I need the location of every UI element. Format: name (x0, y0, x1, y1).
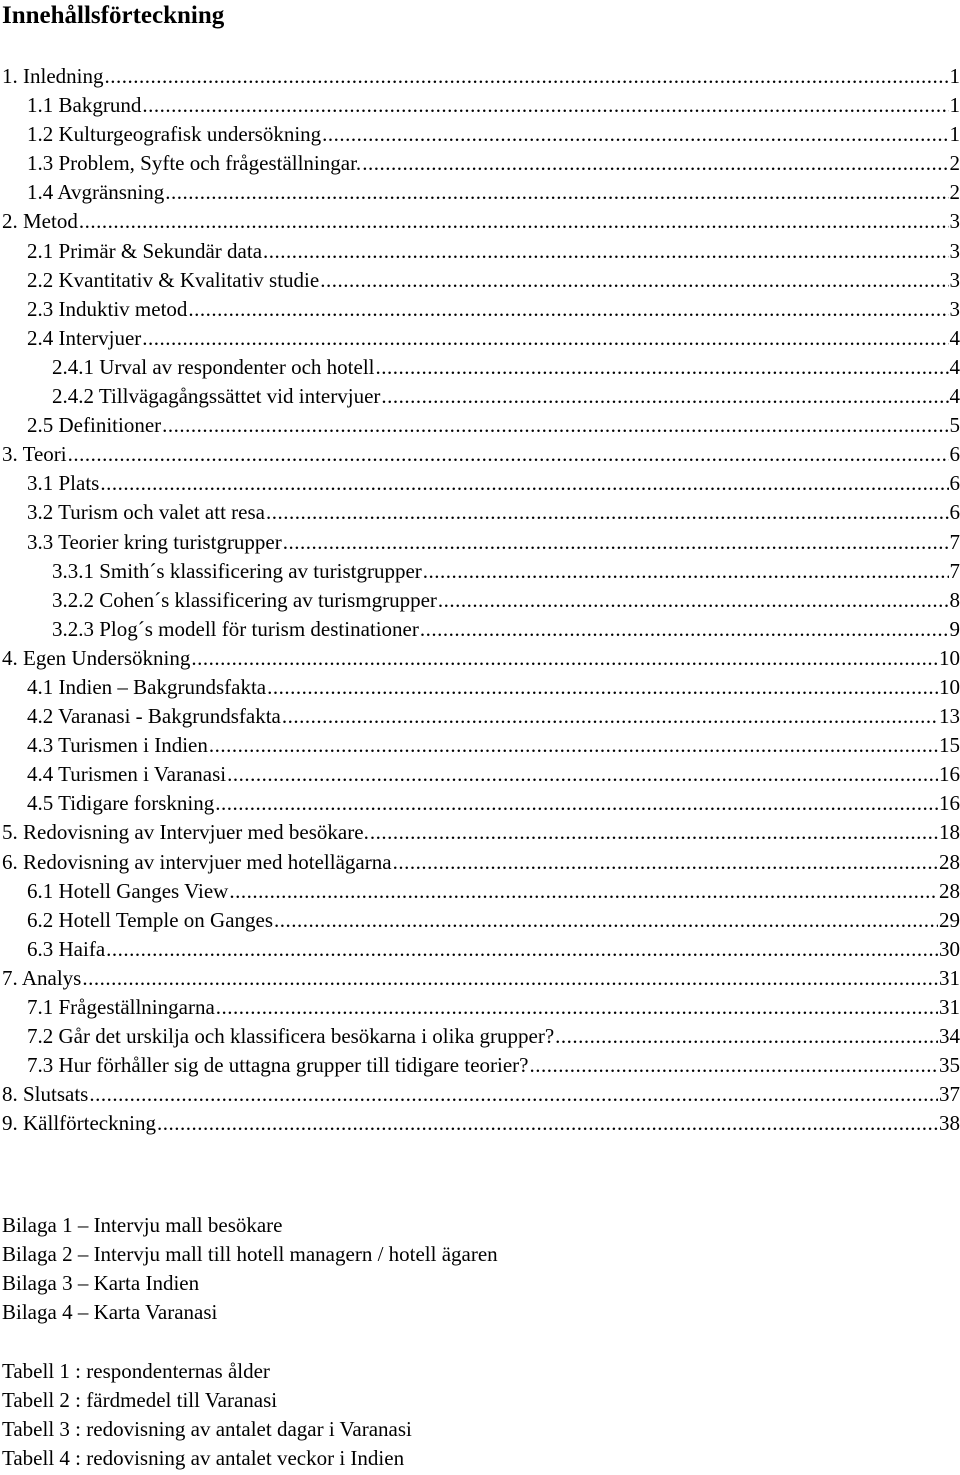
toc-entry-label: 7. Analys (2, 965, 82, 990)
toc-entry[interactable] (0, 964, 960, 993)
dot-leader (320, 266, 948, 295)
toc-entry-label: 3.2 Turism och valet att resa (27, 500, 265, 525)
dot-leader (381, 382, 948, 411)
toc-entry-label: 1.3 Problem, Syfte och frågeställningar. (27, 151, 362, 176)
appendix-item: Bilaga 1 – Intervju mall besökare (2, 1213, 283, 1237)
toc-entry[interactable] (0, 673, 960, 702)
toc-entry-page-number: 15 (939, 733, 960, 758)
toc-entry[interactable] (0, 353, 960, 382)
toc-entry-label: 6. Redovisning av intervjuer med hotellägarna (2, 849, 392, 874)
toc-entry-page-number: 35 (939, 1053, 960, 1078)
toc-entry[interactable] (0, 557, 960, 586)
toc-entry-page-number: 16 (939, 791, 960, 816)
page-title: Innehållsförteckning (2, 2, 225, 29)
toc-entry[interactable] (0, 62, 960, 91)
toc-entry-page-number: 4 (949, 325, 960, 350)
toc-entry-label: 6.3 Haifa (27, 936, 106, 961)
toc-entry[interactable] (0, 644, 960, 673)
toc-entry-label: 2. Metod (2, 209, 78, 234)
toc-entry[interactable] (0, 586, 960, 615)
toc-entry-label: 1. Inledning (2, 64, 104, 88)
toc-entry-page-number: 8 (949, 587, 960, 612)
dot-leader (283, 528, 949, 557)
toc-entry[interactable] (0, 178, 960, 207)
toc-entry[interactable] (0, 760, 960, 789)
toc-entry-page-number: 3 (949, 296, 960, 321)
toc-entry-label: 3.3.1 Smith´s klassificering av turistgrupper (52, 558, 422, 583)
toc-entry[interactable] (0, 993, 960, 1022)
dot-leader (104, 62, 948, 91)
toc-entry[interactable] (0, 935, 960, 964)
toc-entry[interactable] (0, 848, 960, 877)
toc-entry[interactable] (0, 498, 960, 527)
dot-leader (142, 324, 948, 353)
toc-entry-label: 8. Slutsats (2, 1082, 89, 1107)
toc-entry[interactable] (0, 324, 960, 353)
toc-entry[interactable] (0, 528, 960, 557)
table-list-item: Tabell 2 : färdmedel till Varanasi (2, 1388, 278, 1413)
dot-leader (68, 440, 949, 469)
table-list-item: Tabell 3 : redovisning av antalet dagar i Varanasi (2, 1417, 412, 1442)
dot-leader (157, 1109, 938, 1138)
table-list-item: Tabell 1 : respondenternas ålder (2, 1359, 270, 1383)
dot-leader (266, 498, 949, 527)
toc-entry[interactable] (0, 266, 960, 295)
toc-entry-label: 9. Källförteckning (2, 1111, 156, 1136)
table-of-contents (0, 62, 960, 1138)
toc-entry-label: 3.2.3 Plog´s modell för turism destinationer (52, 616, 419, 641)
toc-entry-page-number: 16 (939, 762, 960, 787)
toc-entry[interactable] (0, 207, 960, 236)
dot-leader (362, 149, 948, 178)
toc-entry-page-number: 29 (939, 907, 960, 932)
dot-leader (82, 964, 938, 993)
toc-entry-page-number: 6 (949, 442, 960, 467)
dot-leader (229, 877, 938, 906)
toc-entry-label: 2.4.2 Tillvägagångssättet vid intervjuer (52, 384, 381, 409)
dot-leader (191, 644, 938, 673)
appendix-item: Bilaga 4 – Karta Varanasi (2, 1300, 218, 1325)
appendix-list (2, 1211, 498, 1327)
toc-entry-page-number: 2 (949, 151, 960, 176)
toc-entry-page-number: 31 (939, 995, 960, 1019)
toc-entry-label: 4.2 Varanasi - Bakgrundsfakta (27, 704, 281, 729)
toc-entry-label: 6.2 Hotell Temple on Ganges (27, 907, 274, 932)
toc-entry-label: 2.3 Induktiv metod (27, 296, 188, 321)
toc-entry-label: 2.1 Primär & Sekundär data (27, 238, 263, 263)
toc-entry[interactable] (0, 1051, 960, 1080)
toc-entry-label: 4. Egen Undersökning (2, 645, 191, 670)
toc-entry-page-number: 28 (939, 878, 960, 903)
toc-entry-page-number: 9 (949, 616, 960, 641)
toc-entry-label: 3.3 Teorier kring turistgrupper (27, 529, 282, 554)
toc-entry-page-number: 37 (939, 1082, 960, 1107)
toc-entry-label: 2.4 Intervjuer (27, 325, 142, 350)
toc-entry[interactable] (0, 731, 960, 760)
toc-entry-page-number: 38 (939, 1111, 960, 1136)
toc-entry[interactable] (0, 877, 960, 906)
toc-entry-page-number: 13 (939, 704, 960, 729)
toc-entry-page-number: 7 (949, 529, 960, 554)
dot-leader (209, 731, 938, 760)
dot-leader (89, 1080, 938, 1109)
toc-entry[interactable] (0, 818, 960, 847)
toc-entry-page-number: 28 (939, 849, 960, 874)
toc-entry-label: 3.1 Plats (27, 471, 100, 496)
toc-entry-page-number: 30 (939, 936, 960, 961)
toc-entry-label: 3. Teori (2, 442, 67, 467)
toc-entry[interactable] (0, 237, 960, 266)
toc-entry-page-number: 10 (939, 645, 960, 670)
toc-entry[interactable] (0, 1022, 960, 1051)
toc-entry-page-number: 10 (939, 674, 960, 699)
toc-entry[interactable] (0, 702, 960, 731)
dot-leader (215, 789, 938, 818)
toc-entry-label: 4.3 Turismen i Indien (27, 733, 208, 758)
dot-leader (142, 91, 948, 120)
toc-entry-page-number: 6 (949, 471, 960, 496)
toc-entry[interactable] (0, 91, 960, 120)
dot-leader (106, 935, 938, 964)
table-list (2, 1357, 412, 1473)
toc-entry-label: 7.1 Frågeställningarna (27, 995, 215, 1019)
dot-leader (188, 295, 948, 324)
appendix-item: Bilaga 2 – Intervju mall till hotell managern / hotell ägaren (2, 1242, 498, 1267)
toc-entry-label: 2.4.1 Urval av respondenter och hotell (52, 354, 375, 379)
dot-leader (322, 120, 948, 149)
toc-entry-label: 2.2 Kvantitativ & Kvalitativ studie (27, 267, 320, 292)
dot-leader (100, 469, 948, 498)
toc-entry-page-number: 5 (949, 413, 960, 438)
toc-entry[interactable] (0, 411, 960, 440)
toc-entry[interactable] (0, 906, 960, 935)
toc-entry[interactable] (0, 295, 960, 324)
toc-entry-label: 1.2 Kulturgeografisk undersökning (27, 122, 322, 147)
toc-entry-page-number: 34 (939, 1024, 960, 1049)
toc-entry-page-number: 1 (949, 122, 960, 147)
toc-entry-label: 4.1 Indien – Bakgrundsfakta (27, 674, 267, 699)
toc-entry-label: 6.1 Hotell Ganges View (27, 878, 229, 903)
toc-entry[interactable] (0, 382, 960, 411)
toc-entry-label: 7.3 Hur förhåller sig de uttagna grupper till tidigare teorier? (27, 1053, 529, 1078)
toc-entry-page-number: 4 (949, 384, 960, 409)
toc-entry[interactable] (0, 1080, 960, 1109)
dot-leader (555, 1022, 938, 1051)
dot-leader (282, 702, 938, 731)
toc-entry-page-number: 18 (939, 820, 960, 845)
dot-leader (165, 178, 948, 207)
dot-leader (530, 1051, 939, 1080)
toc-entry-page-number: 1 (949, 93, 960, 118)
toc-entry[interactable] (0, 1109, 960, 1138)
dot-leader (227, 760, 938, 789)
dot-leader (216, 993, 938, 1022)
toc-entry-label: 7.2 Går det urskilja och klassificera besökarna i olika grupper? (27, 1024, 555, 1049)
toc-entry[interactable] (0, 615, 960, 644)
toc-entry-label: 3.2.2 Cohen´s klassificering av turismgrupper (52, 587, 437, 612)
dot-leader (420, 615, 949, 644)
dot-leader (267, 673, 938, 702)
toc-entry[interactable] (0, 440, 960, 469)
dot-leader (423, 557, 949, 586)
toc-entry-page-number: 3 (949, 267, 960, 292)
toc-entry-page-number: 1 (949, 64, 960, 88)
toc-entry-page-number: 6 (949, 500, 960, 525)
toc-entry-page-number: 3 (949, 209, 960, 234)
toc-entry[interactable] (0, 469, 960, 498)
toc-entry[interactable] (0, 789, 960, 818)
toc-entry-label: 4.4 Turismen i Varanasi (27, 762, 227, 787)
toc-entry-page-number: 7 (949, 558, 960, 583)
appendix-item: Bilaga 3 – Karta Indien (2, 1271, 200, 1296)
dot-leader (393, 848, 938, 877)
dot-leader (370, 818, 938, 847)
toc-entry-label: 5. Redovisning av Intervjuer med besökare. (2, 820, 369, 845)
toc-entry-label: 4.5 Tidigare forskning (27, 791, 215, 816)
toc-entry[interactable] (0, 149, 960, 178)
toc-entry-page-number: 4 (949, 354, 960, 379)
table-list-item: Tabell 4 : redovisning av antalet veckor i Indien (2, 1446, 405, 1471)
dot-leader (376, 353, 949, 382)
toc-entry-page-number: 2 (949, 180, 960, 205)
dot-leader (263, 237, 948, 266)
toc-entry-label: 1.4 Avgränsning (27, 180, 165, 205)
dot-leader (274, 906, 938, 935)
toc-entry-page-number: 31 (939, 965, 960, 990)
toc-entry[interactable] (0, 120, 960, 149)
dot-leader (162, 411, 948, 440)
dot-leader (79, 207, 949, 236)
toc-entry-label: 2.5 Definitioner (27, 413, 162, 438)
toc-entry-page-number: 3 (949, 238, 960, 263)
toc-entry-label: 1.1 Bakgrund (27, 93, 142, 118)
dot-leader (438, 586, 949, 615)
